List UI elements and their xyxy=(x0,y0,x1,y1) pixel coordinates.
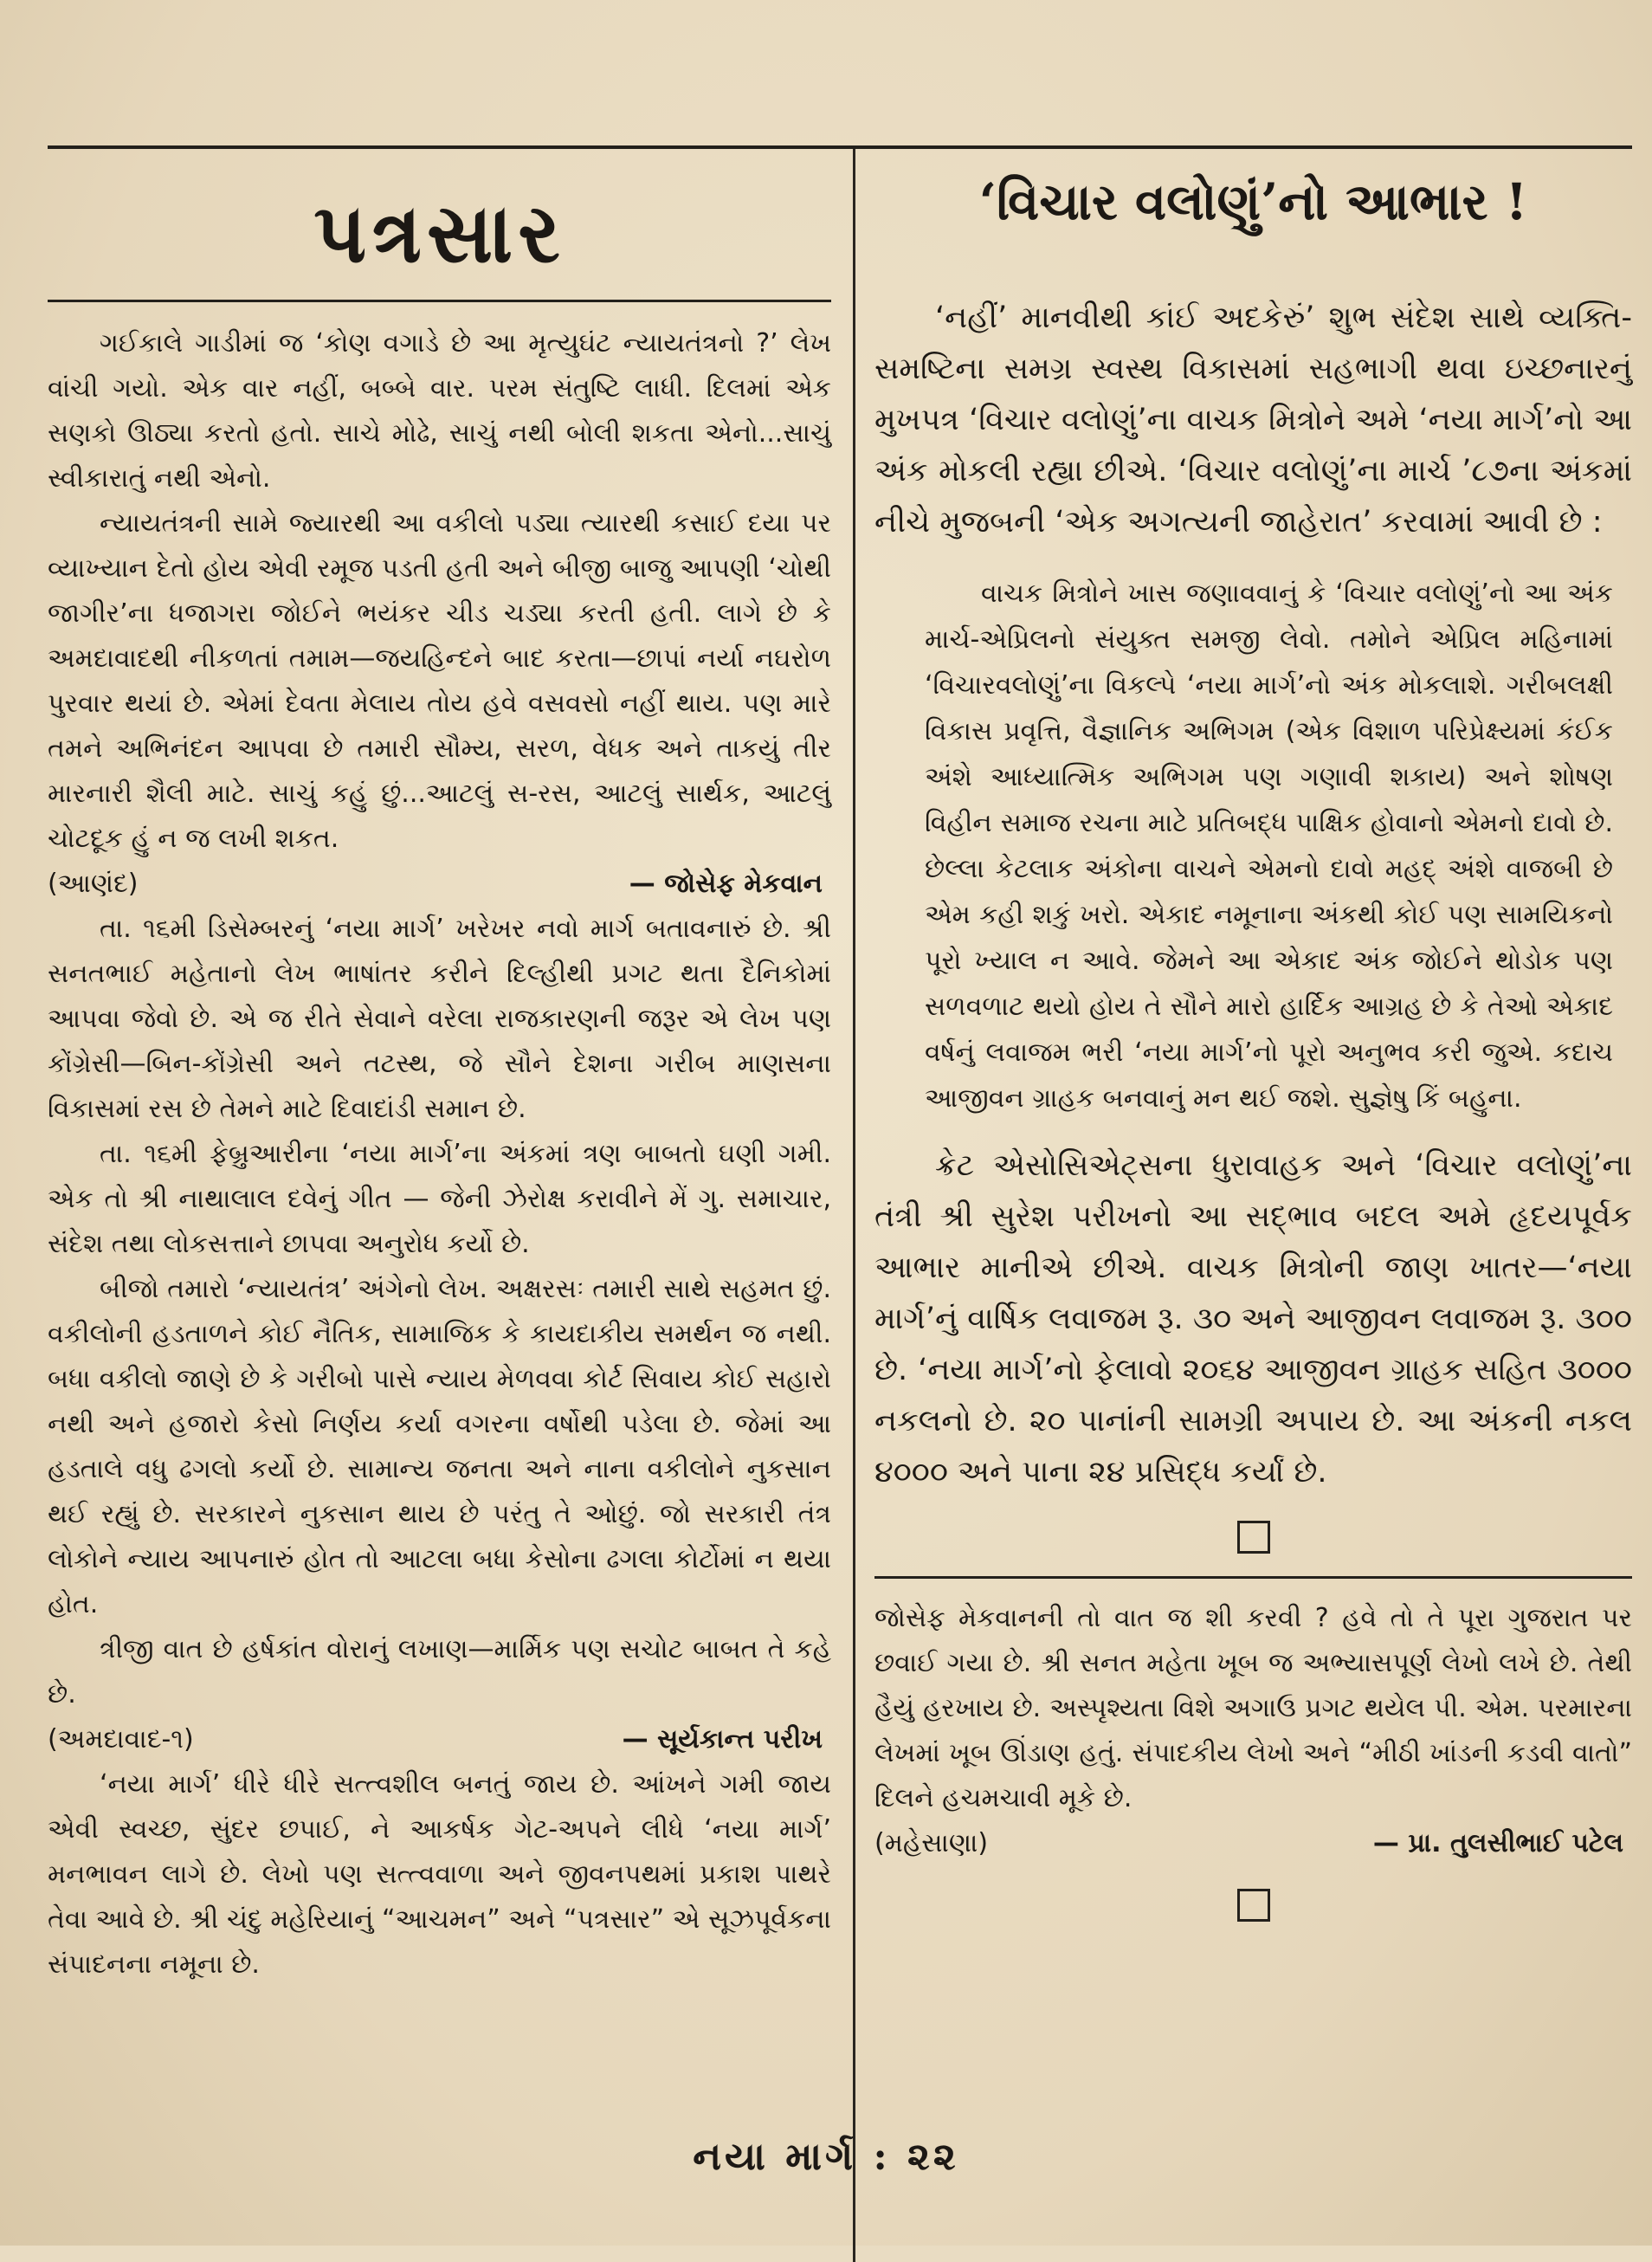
top-rule xyxy=(48,145,1632,149)
letter-2-place: (અમદાવાદ-૧) xyxy=(48,1724,194,1755)
left-column xyxy=(48,156,831,1987)
section-end-box-icon xyxy=(1237,1521,1270,1554)
letter-1-place: (આણંદ) xyxy=(48,869,139,899)
masthead-rule xyxy=(48,300,831,302)
acknowledgement-paragraph: ક્રેટ એસોસિએટ્સના ધુરાવાહક અને ‘વિચાર વલોણું’ના તંત્રી શ્રી સુરેશ પરીખનો આ સદ્ભાવ બદલ અમે હૃદયપૂર્વક આભાર માનીએ છીએ. વાચક મિત્રોની જાણ ખાતર—‘નયા માર્ગ’નું વાર્ષિક લવાજમ રૂ. ૩૦ અને આજીવન લવાજમ રૂ. ૩૦૦ છે. ‘નયા માર્ગ’નો ફેલાવો ૨૦૬૪ આજીવન ગ્રાહક સહિત ૩૦૦૦ નકલનો છે. ૨૦ પાનાંની સામગ્રી અપાય છે. આ અંકની નકલ ૪૦૦૦ અને પાના ૨૪ પ્રસિદ્ધ કર્યાં છે. xyxy=(874,1148,1632,1490)
right-column xyxy=(874,156,1632,1922)
article-lead: ‘નહીં’ માનવીથી કાંઈ અદકેરું’ શુભ સંદેશ સાથે વ્યક્તિ-સમષ્ટિના સમગ્ર સ્વસ્થ વિકાસમાં સહભાગી થવા ઇચ્છનારનું મુખપત્ર ‘વિચાર વલોણું’ના વાચક મિત્રોને અમે ‘નયા માર્ગ’નો આ અંક મોકલી રહ્યા છીએ. ‘વિચાર વલોણું’ના માર્ચ ’૮૭ના અંકમાં નીચે મુજબની ‘એક અગત્યની જાહેરાત’ કરવામાં આવી છે : xyxy=(874,301,1632,540)
article-title: ‘વિચાર વલોણું’નો આભાર ! xyxy=(978,172,1528,231)
letter-2-para-3: બીજો તમારો ‘ન્યાયતંત્ર’ અંગેનો લેખ. અક્ષરસઃ તમારી સાથે સહમત છું. વકીલોની હડતાળને કોઈ નૈતિક, સામાજિક કે કાયદાકીય સમર્થન જ નથી. બધા વકીલો જાણે છે કે ગરીબો પાસે ન્યાય મેળવવા કોર્ટ સિવાય કોઈ સહારો નથી અને હજારો કેસો નિર્ણય કર્યા વગરના વર્ષોથી પડેલા છે. જેમાં આ હડતાલે વધુ ઢગલો કર્યો છે. સામાન્ય જનતા અને નાના વકીલોને નુકસાન થઈ રહ્યું છે. સરકારને નુકસાન થાય છે પરંતુ તે ઓછું. જો સરકારી તંત્ર લોકોને ન્યાય આપનારું હોત તો આટલા બધા કેસોના ઢગલા કોર્ટોમાં ન થયા હોત. xyxy=(48,1274,831,1619)
letter-2-para-1: તા. ૧૬મી ડિસેમ્બરનું ‘નયા માર્ગ’ ખરેખર નવો માર્ગ બતાવનારું છે. શ્રી સનતભાઈ મહેતાનો લેખ ભાષાંતર કરીને દિલ્હીથી પ્રગટ થતા દૈનિકોમાં આપવા જેવો છે. એ જ રીતે સેવાને વરેલા રાજકારણની જરૂર એ લેખ પણ કોંગ્રેસી—બિન-કોંગ્રેસી અને તટસ્થ, જે સૌને દેશના ગરીબ માણસના વિકાસમાં રસ છે તેમને માટે દિવાદાંડી સમાન છે. xyxy=(48,914,831,1124)
letter-4-text: જોસેફ મેકવાનની તો વાત જ શી કરવી ? હવે તો તે પૂરા ગુજરાત પર છવાઈ ગયા છે. શ્રી સનત મહેતા ખૂબ જ અભ્યાસપૂર્ણ લેખો લખે છે. તેથી હૈયું હરખાય છે. અસ્પૃશ્યતા વિશે અગાઉ પ્રગટ થયેલ પી. એમ. પરમારના લેખમાં ખૂબ ઊંડાણ હતું. સંપાદકીય લેખો અને “મીઠી ખાંડની કડવી વાતો” દિલને હચમચાવી મૂકે છે. xyxy=(874,1603,1632,1813)
masthead-patrasar: પત્રસાર xyxy=(313,186,565,281)
letter-2-para-2: તા. ૧૬મી ફેબ્રુઆરીના ‘નયા માર્ગ’ના અંકમાં ત્રણ બાબતો ઘણી ગમી. એક તો શ્રી નાથાલાલ દવેનું ગીત — જેની ઝેરોક્ષ કરાવીને મેં ગુ. સમાચાર, સંદેશ તથા લોકસત્તાને છાપવા અનુરોધ કર્યો છે. xyxy=(48,1139,831,1259)
letter-end-box-icon xyxy=(1237,1889,1270,1922)
letter-1-signature xyxy=(48,862,831,907)
letter-1 xyxy=(48,321,831,907)
quoted-notice: વાચક મિત્રોને ખાસ જણાવવાનું કે ‘વિચાર વલોણું’નો આ અંક માર્ચ-એપ્રિલનો સંયુક્ત સમજી લેવો. તમોને એપ્રિલ મહિનામાં ‘વિચારવલોણું’ના વિકલ્પે ‘નયા માર્ગ’નો અંક મોકલાશે. ગરીબલક્ષી વિકાસ પ્રવૃત્તિ, વૈજ્ઞાનિક અભિગમ (એક વિશાળ પરિપ્રેક્ષ્યમાં કંઈક અંશે આધ્યાત્મિક અભિગમ પણ ગણાવી શકાય) અને શોષણ વિહીન સમાજ રચના માટે પ્રતિબદ્ધ પાક્ષિક હોવાનો એમનો દાવો છે. છેલ્લા કેટલાક અંકોના વાચને એમનો દાવો મહદ્ અંશે વાજબી છે એમ કહી શકું ખરો. એકાદ નમૂનાના અંકથી કોઈ પણ સામયિકનો પૂરો ખ્યાલ ન આવે. જેમને આ એકાદ અંક જોઈને થોડોક પણ સળવળાટ થયો હોય તે સૌને મારો હાર્દિક આગ્રહ છે કે તેઓ એકાદ વર્ષનું લવાજમ ભરી ‘નયા માર્ગ’નો પૂરો અનુભવ કરી જુએ. કદાચ આજીવન ગ્રાહક બનવાનું મન થઈ જશે. સુજ્ઞેષુ કિં બહુના. xyxy=(925,578,1613,1114)
column-divider xyxy=(853,149,855,2262)
letter-3-para-1: ‘નયા માર્ગ’ ધીરે ધીરે સત્ત્વશીલ બનતું જાય છે. આંખને ગમી જાય એવી સ્વચ્છ, સુંદર છપાઈ, ને આકર્ષક ગેટ-અપને લીધે ‘નયા માર્ગ’ મનભાવન લાગે છે. લેખો પણ સત્ત્વવાળા અને જીવનપથમાં પ્રકાશ પાથરે તેવા આવે છે. શ્રી ચંદુ મહેરિયાનું “આચમન” અને “પત્રસાર” એ સૂઝપૂર્વકના સંપાદનના નમૂના છે. xyxy=(48,1769,831,1980)
letter-1-para-2: ન્યાયતંત્રની સામે જ્યારથી આ વકીલો પડ્યા ત્યારથી કસાઈ દયા પર વ્યાખ્યાન દેતો હોય એવી રમૂજ પડતી હતી અને બીજી બાજુ આપણી ‘ચોથી જાગીર’ના ધજાગરા જોઈને ભયંકર ચીડ ચડ્યા કરતી હતી. લાગે છે કે અમદાવાદથી નીકળતાં તમામ—જયહિન્દને બાદ કરતા—છાપાં નર્યા નઘરોળ પુરવાર થયાં છે. એમાં દેવતા મેલાય તોય હવે વસવસો નહીં થાય. પણ મારે તમને અભિનંદન આપવા છે તમારી સૌમ્ય, સરળ, વેધક અને તાકયું તીર મારનારી શૈલી માટે. સાચું કહું છું...આટલું સ-રસ, આટલું સાર્થક, આટલું ચોટદૂક હું ન જ લખી શકત. xyxy=(48,508,831,854)
letter-4-place: (મહેસાણા) xyxy=(874,1828,989,1858)
letter-2-author: — સૂર્યકાન્ત પરીખ xyxy=(622,1724,823,1755)
lower-rule xyxy=(874,1576,1632,1579)
letter-3 xyxy=(48,1762,831,1987)
letter-2-para-4: ત્રીજી વાત છે હર્ષકાંત વોરાનું લખાણ—માર્મિક પણ સચોટ બાબત તે કહે છે. xyxy=(48,1634,831,1709)
letter-1-para-1: ગઈકાલે ગાડીમાં જ ‘કોણ વગાડે છે આ મૃત્યુઘંટ ન્યાયતંત્રનો ?’ લેખ વાંચી ગયો. એક વાર નહીં, બબ્બે વાર. પરમ સંતુષ્ટિ લાધી. દિલમાં એક સણકો ઊઠ્યા કરતો હતો. સાચે મોઢે, સાચું નથી બોલી શકતા એનો...સાચું સ્વીકારાતું નથી એનો. xyxy=(48,328,831,494)
page-footer: નયા માર્ગ : ૨૨ xyxy=(693,2135,959,2179)
letter-1-author: — જોસેફ મેકવાન xyxy=(629,869,823,899)
letter-2-signature xyxy=(48,1717,831,1762)
letter-4-author: — પ્રા. તુલસીભાઈ પટેલ xyxy=(1372,1828,1623,1858)
letter-4-signature xyxy=(874,1821,1632,1866)
letter-2 xyxy=(48,907,831,1762)
